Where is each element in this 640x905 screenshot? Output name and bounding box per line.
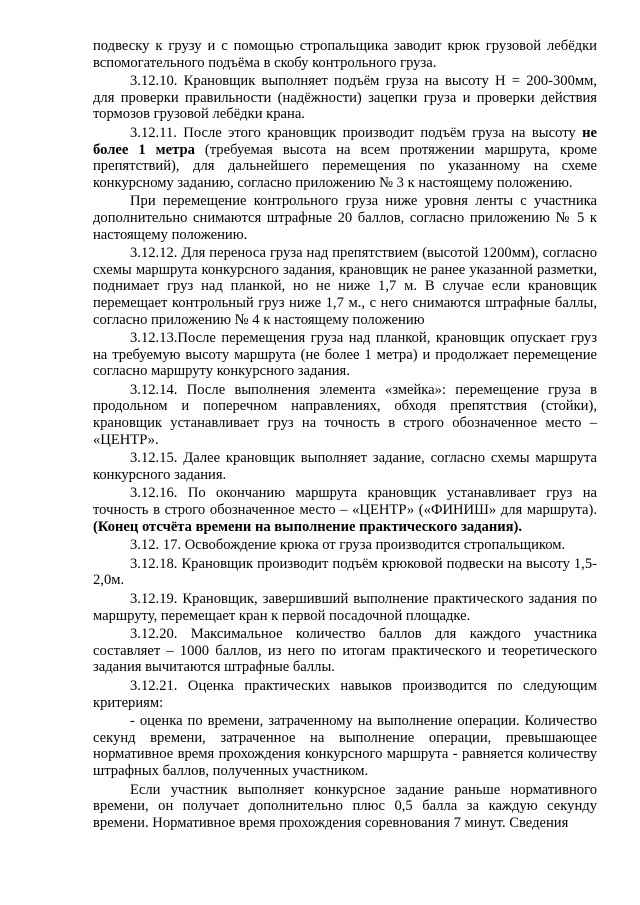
paragraph-text: 3.12.10. Крановщик выполняет подъём груза на высоту Н = 200-300мм, для проверки правильности (надёжности) зацепки груза и проверки действия тормозов грузовой лебёдки крана. xyxy=(93,73,597,123)
paragraph-text: 3.12.12. Для переноса груза над препятствием (высотой 1200мм), согласно схемы маршрута конкурсного задания, крановщик не ранее указанной разметки, поднимает груз над планкой, но не ниже 1,7 м. В случае если крановщик перемещает контрольный груз ниже 1,7 м., с него снимаются штрафные баллы, согласно приложению № 4 к настоящему положению xyxy=(93,245,597,328)
paragraph-text: Если участник выполняет конкурсное задание раньше нормативного времени, он получает дополнительно плюс 0,5 балла за каждую секунду времени. Нормативное время прохождения соревнования 7 минут. Сведения xyxy=(93,781,597,831)
paragraph-text: 3.12.11. После этого крановщик производит подъём груза на высоту xyxy=(130,124,583,141)
paragraph-text: При перемещение контрольного груза ниже уровня ленты с участника дополнительно снимаются штрафные 20 баллов, согласно приложению № 5 к настоящему положению. xyxy=(93,193,597,243)
paragraph-text: 3.12.15. Далее крановщик выполняет задание, согласно схемы маршрута конкурсного задания. xyxy=(93,450,597,483)
paragraph-text: - оценка по времени, затраченному на выполнение операции. Количество секунд времени, затраченное на выполнение операции, превышающее нормативное время прохождения конкурсного маршрута - равняется количеству штрафных баллов, полученных участником. xyxy=(93,713,597,779)
paragraph-text: 3.12. 17. Освобождение крюка от груза производится стропальщиком. xyxy=(130,537,566,554)
paragraph-3-12-12 xyxy=(93,245,597,328)
paragraph-text: 3.12.21. Оценка практических навыков производится по следующим критериям: xyxy=(93,677,597,711)
paragraph-bold-text: (Конец отсчёта времени на выполнение практического задания). xyxy=(93,518,523,535)
paragraph-text: 3.12.19. Крановщик, завершивший выполнение практического задания по маршруту, перемещает кран к первой посадочной площадке. xyxy=(93,591,597,624)
document-page xyxy=(93,38,597,831)
paragraph-bonus-note xyxy=(93,782,597,832)
paragraph-continuation xyxy=(93,38,597,71)
paragraph-text: 3.12.16. По окончанию маршрута крановщик устанавливает груз на точность в строго обозначенное место – «ЦЕНТР» («ФИНИШ» для маршрута). xyxy=(93,485,597,519)
paragraph-text: 3.12.18. Крановщик производит подъём крюковой подвески на высоту 1,5- 2,0м. xyxy=(93,555,597,589)
paragraph-3-12-13 xyxy=(93,330,597,380)
paragraph-text: подвеску к грузу и с помощью стропальщика заводит крюк грузовой лебёдки вспомогательного подъёма в скобу контрольного груза. xyxy=(93,38,597,71)
paragraph-3-12-19 xyxy=(93,591,597,624)
paragraph-3-12-21 xyxy=(93,678,597,711)
paragraph-3-12-20 xyxy=(93,626,597,676)
paragraph-3-12-17 xyxy=(93,537,597,554)
paragraph-3-12-18 xyxy=(93,556,597,589)
paragraph-text: 3.12.14. После выполнения элемента «змейка»: перемещение груза в продольном и поперечном направлениях, обходя препятствия (стойки), крановщик устанавливает груз на точность в строго обозначенное место – «ЦЕНТР». xyxy=(93,381,597,448)
paragraph-3-12-16 xyxy=(93,485,597,535)
paragraph-text: (требуемая высота на всем протяжении маршрута, кроме препятствий), для дальнейшего перемещения по указанному на схеме конкурсному заданию, согласно приложению № 3 к настоящему положению. xyxy=(93,141,597,191)
paragraph-3-12-14 xyxy=(93,382,597,448)
paragraph-text: 3.12.20. Максимальное количество баллов для каждого участника составляет – 1000 баллов, из него по итогам практического и теоретического задания вычитаются штрафные баллы. xyxy=(93,626,597,676)
paragraph-bold-text: не более 1 метра xyxy=(93,124,597,158)
paragraph-3-12-10 xyxy=(93,73,597,123)
paragraph-3-12-11 xyxy=(93,125,597,191)
paragraph-penalty-note xyxy=(93,193,597,243)
paragraph-text: 3.12.13.После перемещения груза над планкой, крановщик опускает груз на требуемую высоту маршрута (не более 1 метра) и продолжает перемещение согласно маршруту конкурсного задания. xyxy=(93,330,597,380)
paragraph-3-12-15 xyxy=(93,450,597,483)
paragraph-time-criterion xyxy=(93,713,597,779)
